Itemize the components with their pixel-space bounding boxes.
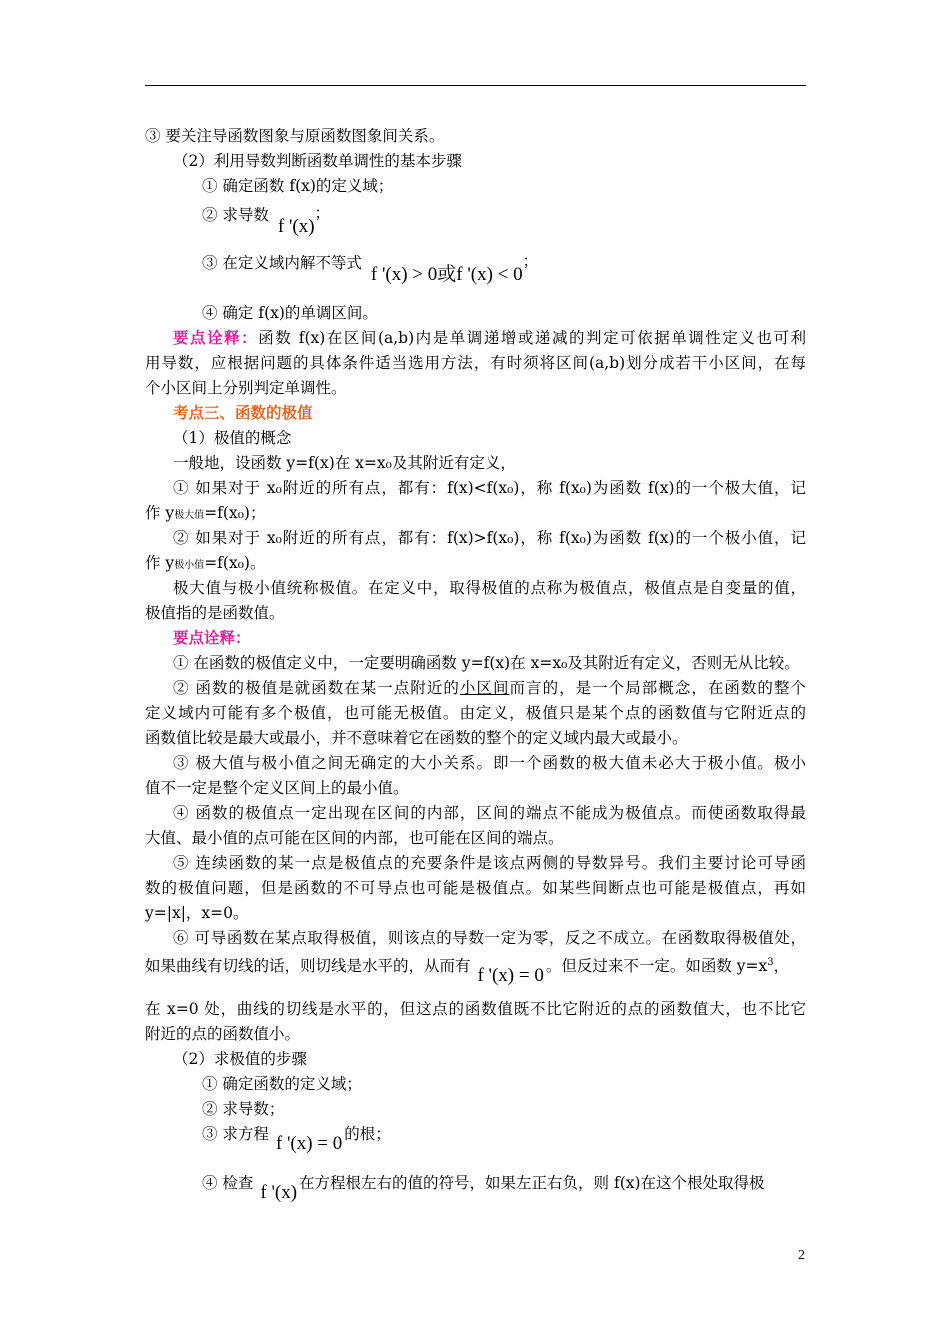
math-formula: f '(x) = 0 [275, 1133, 343, 1154]
text-line [145, 327, 806, 349]
key-point-label: 要点诠释： [173, 328, 259, 347]
text-line: ① 确定函数的定义域； [202, 1075, 362, 1093]
superscript: 3 [767, 957, 774, 968]
text-span: ； [522, 252, 539, 270]
text-line: ② 求导数； [202, 1100, 285, 1118]
math-formula: f '(x) [260, 1182, 298, 1203]
text-line: ⑤ 连续函数的某一点是极值点的充要条件是该点两侧的导数异号。我们主要讨论可导函 [173, 854, 806, 872]
text-span: ③ 求方程 [202, 1125, 269, 1143]
text-line [145, 552, 806, 577]
text-span: 的根； [344, 1125, 391, 1143]
text-line: ① 确定函数 f(x)的定义域； [202, 177, 394, 195]
text-line [145, 677, 806, 699]
text-line: 一般地，设函数 y=f(x)在 x=x₀及其附近有定义， [173, 454, 516, 472]
text-span: 作 y [145, 504, 175, 522]
text-span: ④ 检查 [202, 1174, 254, 1192]
text-line [145, 502, 806, 527]
text-line: 附近的点的函数值小。 [145, 1025, 301, 1043]
text-span: 函数 f(x)在区间(a,b)内是单调递增或递减的判定可依据单调性定义也可利 [258, 329, 806, 347]
text-line: 用导数，应根据问题的具体条件适当选用方法，有时须将区间(a,b)划分成若干小区间，在每 [145, 354, 806, 372]
math-formula: f '(x) [277, 216, 315, 237]
text-line [145, 204, 806, 237]
text-span: ， [773, 957, 790, 975]
text-line: 定义域内可能有多个极值，也可能无极值。由定义，极值只是某个点的函数值与它附近点的 [145, 704, 806, 722]
text-line: 个小区间上分别判定单调性。 [145, 379, 347, 397]
text-line: （2）利用导数判断函数单调性的基本步骤 [173, 152, 462, 170]
text-span: 而言的，是一个局部概念，在函数的整个 [509, 679, 806, 697]
text-span: ； [314, 204, 331, 222]
key-point-label: 要点诠释： [173, 628, 251, 647]
text-line: 值不一定是整个定义区间上的最小值。 [145, 779, 409, 797]
text-span: 在方程根左右的值的符号，如果左正右负，则 f(x)在这个根处取得极 [299, 1174, 765, 1192]
text-span: 。但反过来不一定。如函数 y=x [545, 957, 768, 975]
subscript: 极小值 [174, 560, 205, 571]
text-line: ③ 极大值与极小值之间无确定的大小关系。即一个函数的极大值未必大于极小值。极小 [173, 754, 806, 772]
text-span: 作 y [145, 554, 175, 572]
text-line: 函数值比较是最大或最小，并不意味着它在函数的整个的定义域内最大或最小。 [145, 729, 688, 747]
text-line [145, 1123, 806, 1154]
subscript: 极大值 [174, 510, 205, 521]
text-line: ① 在函数的极值定义中，一定要明确函数 y=f(x)在 x=x₀及其附近有定义，否则无从比较。 [173, 654, 800, 672]
text-span: 如果曲线有切线的话，则切线是水平的，从而有 [145, 957, 471, 975]
text-line [145, 252, 806, 285]
underlined-text: 小区间 [459, 679, 510, 697]
text-line [145, 1172, 806, 1203]
text-line: ② 如果对于 x₀附近的所有点，都有：f(x)>f(x₀)，称 f(x₀)为函数 f(x)的一个极小值，记 [173, 529, 806, 547]
text-line: 在 x=0 处，曲线的切线是水平的，但这点的函数值既不比它附近的点的函数值大，也不比它 [145, 1000, 806, 1018]
page-number: 2 [798, 1248, 805, 1263]
text-line: ④ 确定 f(x)的单调区间。 [202, 304, 378, 322]
text-line: ⑥ 可导函数在某点取得极值，则该点的导数一定为零，反之不成立。在函数取得极值处， [173, 929, 806, 947]
math-formula: f '(x) = 0 [477, 965, 544, 986]
text-line: （2）求极值的步骤 [173, 1050, 307, 1068]
header-rule [145, 85, 806, 86]
text-line [145, 952, 806, 986]
math-formula: f '(x) > 0或f '(x) < 0 [370, 264, 523, 285]
text-line: 大值、最小值的点可能在区间的内部，也可能在区间的端点。 [145, 829, 564, 847]
text-span: =f(x₀)； [204, 504, 266, 522]
text-span: =f(x₀)。 [204, 554, 266, 572]
text-line: ① 如果对于 x₀附近的所有点，都有：f(x)<f(x₀)，称 f(x₀)为函数 f(x)的一个极大值，记 [173, 479, 806, 497]
text-line: 数的极值问题，但是函数的不可导点也可能是极值点。如某些间断点也可能是极值点，再如 [145, 879, 806, 897]
text-span: ③ 在定义域内解不等式 [202, 254, 362, 272]
text-line: （1）极值的概念 [173, 429, 292, 447]
text-line: ③ 要关注导函数图象与原函数图象间关系。 [145, 127, 445, 145]
text-span: ② 求导数 [202, 206, 269, 224]
text-line: y=|x|，x=0。 [145, 904, 249, 922]
text-span: ② 函数的极值是就函数在某一点附近的 [173, 679, 460, 697]
section-heading: 考点三、函数的极值 [173, 403, 313, 422]
text-line: 极值指的是函数值。 [145, 604, 285, 622]
text-line: ④ 函数的极值点一定出现在区间的内部，区间的端点不能成为极值点。而使函数取得最 [173, 804, 806, 822]
text-line: 极大值与极小值统称极值。在定义中，取得极值的点称为极值点，极值点是自变量的值， [173, 579, 806, 597]
